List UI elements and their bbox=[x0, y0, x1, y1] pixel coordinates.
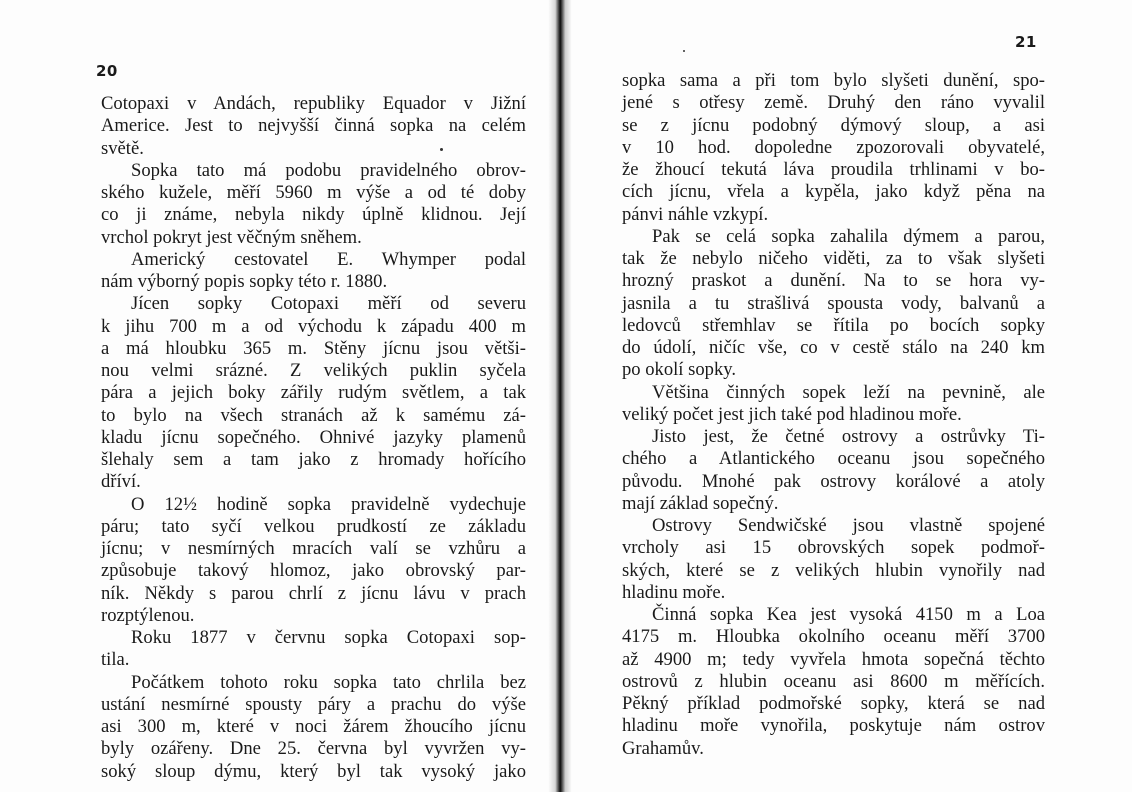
text-line: ostrovů z hlubin oceanu asi 8600 m měřících. bbox=[622, 670, 1045, 692]
text-line: ustání nesmírné spousty páry a prachu do výše bbox=[101, 693, 526, 715]
left-page bbox=[0, 0, 560, 792]
text-line: a má hloubku 365 m. Stěny jícnu jsou větši- bbox=[101, 337, 526, 359]
text-line: se z jícnu podobný dýmový sloup, a asi bbox=[622, 114, 1045, 136]
text-line: ského kužele, měří 5960 m výše a od té doby bbox=[101, 182, 526, 203]
text-line: původu. Mnohé pak ostrovy korálové a atoly bbox=[622, 470, 1045, 492]
text-line: tila. bbox=[101, 649, 130, 671]
text-line: veliký počet jest jich také pod hladinou moře. bbox=[622, 403, 962, 425]
text-line: jícnu; v nesmírných mracích valí se vzhůru a bbox=[101, 538, 526, 559]
text-line: Pěkný příklad podmořské sopky, která se nad bbox=[622, 693, 1045, 714]
text-line: Činná sopka Kea jest vysoká 4150 m a Loa bbox=[652, 604, 1045, 625]
text-line: jené s otřesy země. Druhý den ráno vyvalil bbox=[622, 92, 1045, 114]
text-line: páru; tato syčí velkou prudkostí ze základu bbox=[101, 515, 526, 537]
text-line: rozptýlenou. bbox=[101, 604, 195, 626]
text-line: po okolí sopky. bbox=[622, 359, 736, 381]
text-line: pánvi náhle vzkypí. bbox=[622, 203, 769, 225]
text-line: Sopka tato má podobu pravidelného obrov- bbox=[131, 159, 526, 181]
text-line: šlehaly sem a tam jako z hromady hořícího bbox=[101, 449, 526, 470]
text-line: dříví. bbox=[101, 471, 141, 493]
text-line: že žhoucí tekutá láva proudila trhlinami v bo- bbox=[622, 159, 1045, 180]
text-line: ník. Někdy s parou chrlí z jícnu lávu v prach bbox=[101, 582, 526, 604]
text-line: pára a jejich boky zářily rudým světlem, a tak bbox=[101, 382, 526, 404]
text-line: Ostrovy Sendwičské jsou vlastně spojené bbox=[652, 515, 1045, 536]
text-line: Americe. Jest to nejvyšší činná sopka na celém bbox=[101, 115, 526, 137]
text-line: v 10 hod. dopoledne zpozorovali obyvatelé, bbox=[622, 136, 1045, 158]
text-line: hrozný praskot a dunění. Na to se hora vy- bbox=[622, 270, 1045, 292]
text-line: hladinu moře. bbox=[622, 581, 726, 603]
print-speck bbox=[440, 148, 443, 151]
text-line: mají základ sopečný. bbox=[622, 492, 779, 514]
text-line: Pak se celá sopka zahalila dýmem a parou, bbox=[652, 225, 1045, 247]
right-page-text bbox=[622, 70, 1045, 760]
text-line: co ji známe, nebyla nikdy úplně klidnou. Její bbox=[101, 204, 526, 226]
text-line: vrchol pokryt jest věčným sněhem. bbox=[101, 226, 362, 248]
print-speck bbox=[683, 50, 685, 52]
text-line: způsobuje takový hlomoz, jako obrovský par- bbox=[101, 560, 526, 582]
text-line: Počátkem tohoto roku sopka tato chrlila bez bbox=[131, 671, 526, 693]
text-line: vrcholy asi 15 obrovských sopek podmoř- bbox=[622, 537, 1045, 559]
text-line: tak že nebylo ničeho viděti, za to však slyšeti bbox=[622, 248, 1045, 269]
text-line: hladinu moře vynořila, poskytuje nám ostrov bbox=[622, 715, 1045, 737]
text-line: byly ozářeny. Dne 25. června byl vyvržen vy- bbox=[101, 738, 526, 760]
text-line: jasnila a tu strašlivá spousta vody, balvanů a bbox=[622, 292, 1045, 314]
text-line: Cotopaxi v Andách, republiky Equador v Jižní bbox=[101, 93, 526, 114]
text-line: cích jícnu, vřela a kypěla, jako když pěna na bbox=[622, 181, 1045, 203]
text-line: sopka sama a při tom bylo slyšeti dunění, spo- bbox=[622, 70, 1045, 91]
left-page-text bbox=[101, 93, 526, 783]
text-line: až 4900 m; tedy vyvřela hmota sopečná těchto bbox=[622, 648, 1045, 670]
text-line: nou velmi srázné. Z velikých puklin syčela bbox=[101, 360, 526, 381]
text-line: nám výborný popis sopky této r. 1880. bbox=[101, 271, 388, 292]
text-line: do údolí, ničíc vše, co v cestě stálo na 240 km bbox=[622, 337, 1045, 358]
text-line: Grahamův. bbox=[622, 737, 704, 759]
text-line: Americký cestovatel E. Whymper podal bbox=[131, 248, 526, 270]
text-line: asi 300 m, které v noci žárem žhoucího jícnu bbox=[101, 716, 526, 737]
text-line: O 12½ hodině sopka pravidelně vydechuje bbox=[131, 493, 526, 515]
text-line: Jícen sopky Cotopaxi měří od severu bbox=[131, 293, 526, 315]
text-line: soký sloup dýmu, který byl tak vysoký jako bbox=[101, 760, 526, 782]
text-line: k jihu 700 m a od východu k západu 400 m bbox=[101, 315, 526, 337]
text-line: kladu jícnu sopečného. Ohnivé jazyky plamenů bbox=[101, 426, 526, 448]
text-line: ledovců střemhlav se řítila po bocích sopky bbox=[622, 314, 1045, 336]
text-line: ských, které se z velikých hlubin vynořily nad bbox=[622, 559, 1045, 581]
text-line: světě. bbox=[101, 137, 144, 159]
text-line: chého a Atlantického oceanu jsou sopečného bbox=[622, 448, 1045, 470]
text-line: to bylo na všech stranách až k samému zá- bbox=[101, 404, 526, 426]
page-number-left: 20 bbox=[96, 62, 118, 80]
page-number-right: 21 bbox=[1015, 33, 1037, 51]
right-page bbox=[566, 0, 1132, 792]
text-line: 4175 m. Hloubka okolního oceanu měří 3700 bbox=[622, 626, 1045, 648]
text-line: Roku 1877 v červnu sopka Cotopaxi sop- bbox=[131, 627, 526, 648]
text-line: Většina činných sopek leží na pevnině, ale bbox=[652, 381, 1045, 403]
text-line: Jisto jest, že četné ostrovy a ostrůvky Ti- bbox=[652, 426, 1045, 447]
